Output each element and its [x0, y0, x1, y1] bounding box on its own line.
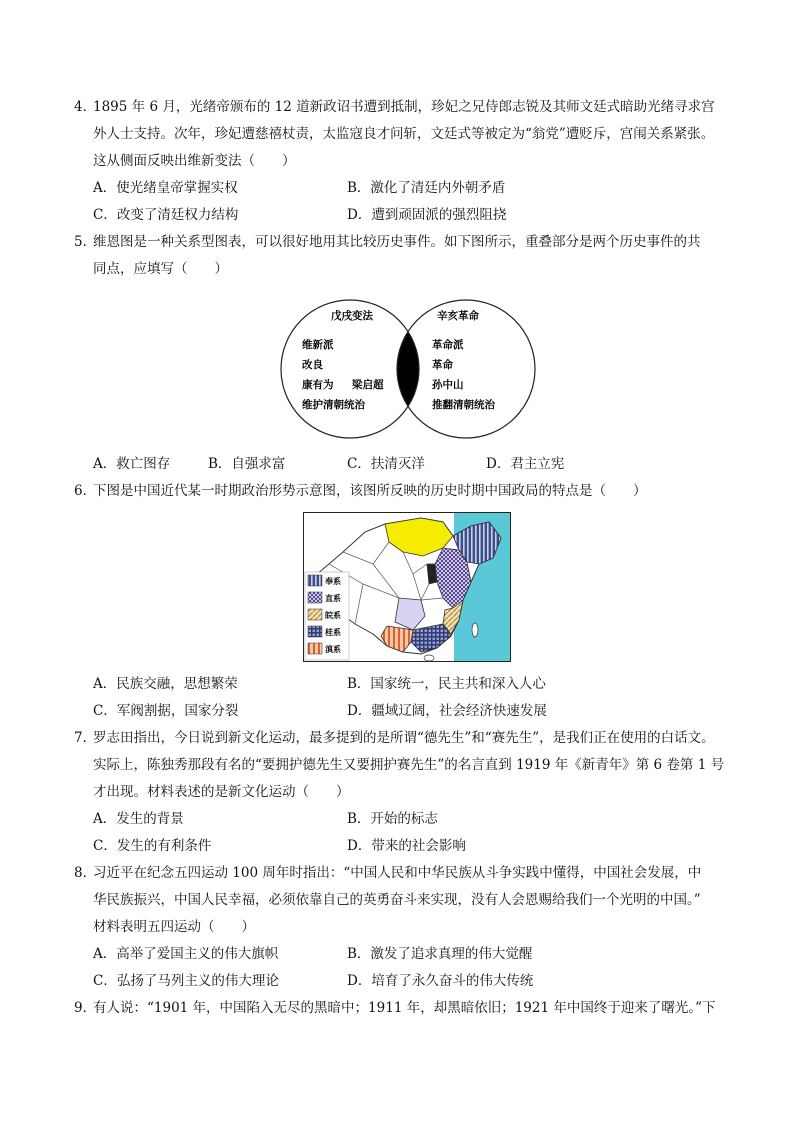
question-text-line: 外人士支持。次年，珍妃遭慈禧杖责，太监寇良才问斩，文廷式等被定为“翁党”遭贬斥，宫闱关系紧张。	[93, 126, 715, 142]
legend-swatch	[308, 626, 322, 637]
question-9	[74, 995, 733, 1022]
question-number: 5．	[74, 234, 97, 250]
option-a[interactable]: A．救亡图存	[93, 456, 171, 472]
legend-swatch	[308, 575, 322, 586]
question-7	[74, 725, 733, 806]
venn-left-item: 维护清朝统治	[302, 399, 365, 411]
question-text-line: 这从侧面反映出维新变法（ ）	[93, 153, 296, 169]
options-row	[93, 833, 733, 860]
venn-right-title: 辛亥革命	[437, 310, 479, 322]
option-b[interactable]: B．开始的标志	[347, 811, 438, 827]
venn-left-item: 康有为	[302, 379, 334, 391]
option-d[interactable]: D．带来的社会影响	[347, 838, 466, 854]
question-number: 7．	[74, 730, 97, 746]
option-b[interactable]: B．自强求富	[208, 456, 286, 472]
venn-left-item: 维新派	[302, 339, 334, 351]
option-d[interactable]: D．遭到顽固派的强烈阻挠	[347, 207, 507, 223]
legend-swatch	[308, 609, 322, 620]
options-row	[93, 175, 733, 202]
option-d[interactable]: D．培育了永久奋斗的伟大传统	[347, 973, 534, 989]
map-hainan	[424, 655, 434, 661]
venn-left-title: 戊戌变法	[331, 310, 373, 322]
option-c[interactable]: C．改变了清廷权力结构	[93, 207, 239, 223]
question-text-line: 罗志田指出，今日说到新文化运动，最多提到的是所谓“德先生”和“赛先生”，是我们正在使用的白话文。	[93, 730, 715, 746]
venn-diagram	[280, 297, 536, 441]
question-text-line: 1895 年 6 月，光绪帝颁布的 12 道新政诏书遭到抵制，珍妃之兄侍郎志锐及其师文廷式暗助光绪寻求宫	[93, 99, 715, 115]
question-text-line: 下图是中国近代某一时期政治形势示意图，该图所反映的历史时期中国政局的特点是（ ）	[93, 483, 647, 499]
option-a[interactable]: A．民族交融，思想繁荣	[93, 676, 238, 692]
options-row	[93, 941, 733, 968]
question-text-line: 材料表明五四运动（ ）	[93, 919, 255, 935]
option-c[interactable]: C．弘扬了马列主义的伟大理论	[93, 973, 279, 989]
question-number: 8．	[74, 865, 97, 881]
legend-swatch	[308, 643, 322, 654]
question-text-line: 有人说：“1901 年，中国陷入无尽的黑暗中；1911 年，却黑暗依旧；1921 年中国终于迎来了曙光。”下	[93, 1000, 716, 1016]
venn-right-item: 孙中山	[432, 379, 464, 391]
options-row	[93, 202, 733, 229]
option-c[interactable]: C．军阀割据，国家分裂	[93, 703, 239, 719]
option-b[interactable]: B．国家统一，民主共和深入人心	[347, 676, 546, 692]
options-row	[93, 806, 733, 833]
question-number: 9．	[74, 1000, 97, 1016]
legend-label: 直系	[325, 594, 341, 603]
question-text-line: 习近平在纪念五四运动 100 周年时指出：“中国人民和中华民族从斗争实践中懂得，中国社会发展，中	[93, 865, 702, 881]
venn-left-item: 改良	[302, 359, 323, 371]
option-b[interactable]: B．激发了追求真理的伟大觉醒	[347, 946, 533, 962]
question-text-line: 华民族振兴，中国人民幸福，必须依靠自己的英勇奋斗来实现，没有人会恩赐给我们一个光明的中国。”	[93, 892, 701, 908]
question-text-line: 维恩图是一种关系型图表，可以很好地用其比较历史事件。如下图所示，重叠部分是两个历史事件的共	[93, 234, 701, 250]
warlord-map	[303, 512, 511, 662]
question-text-line: 才出现。材料表述的是新文化运动（ ）	[93, 784, 350, 800]
options-row	[93, 671, 733, 698]
question-text-line: 同点，应填写（ ）	[93, 261, 228, 277]
question-5	[74, 229, 733, 283]
question-number: 6．	[74, 483, 97, 499]
legend-label: 奉系	[325, 577, 341, 586]
option-d[interactable]: D．君主立宪	[486, 456, 565, 472]
legend-swatch	[308, 592, 322, 603]
map-legend	[305, 572, 349, 660]
option-c[interactable]: C．扶清灭洋	[347, 456, 425, 472]
option-a[interactable]: A．使光绪皇帝掌握实权	[93, 180, 238, 196]
legend-label: 滇系	[325, 645, 341, 654]
venn-right-item: 革命	[432, 359, 453, 371]
option-d[interactable]: D．疆域辽阔，社会经济快速发展	[347, 703, 547, 719]
option-a[interactable]: A．高举了爱国主义的伟大旗帜	[93, 946, 279, 962]
options-row	[93, 451, 733, 478]
question-4	[74, 94, 733, 175]
option-b[interactable]: B．激化了清廷内外朝矛盾	[347, 180, 506, 196]
question-6	[74, 478, 733, 505]
question-text-line: 实际上，陈独秀那段有名的“要拥护德先生又要拥护赛先生”的名言直到 1919 年《新青年》第 6 卷第 1 号	[93, 757, 725, 773]
venn-right-item: 革命派	[432, 339, 464, 351]
option-c[interactable]: C．发生的有利条件	[93, 838, 212, 854]
options-row	[93, 698, 733, 725]
legend-label: 桂系	[325, 628, 341, 637]
map-taiwan	[472, 623, 478, 637]
options-row	[93, 968, 733, 995]
map-region-shanxi	[427, 564, 437, 584]
option-a[interactable]: A．发生的背景	[93, 811, 184, 827]
question-8	[74, 860, 733, 941]
question-number: 4．	[74, 99, 97, 115]
venn-right-item: 推翻清朝统治	[432, 399, 495, 411]
legend-label: 皖系	[325, 611, 341, 620]
venn-left-item: 梁启超	[352, 379, 384, 391]
